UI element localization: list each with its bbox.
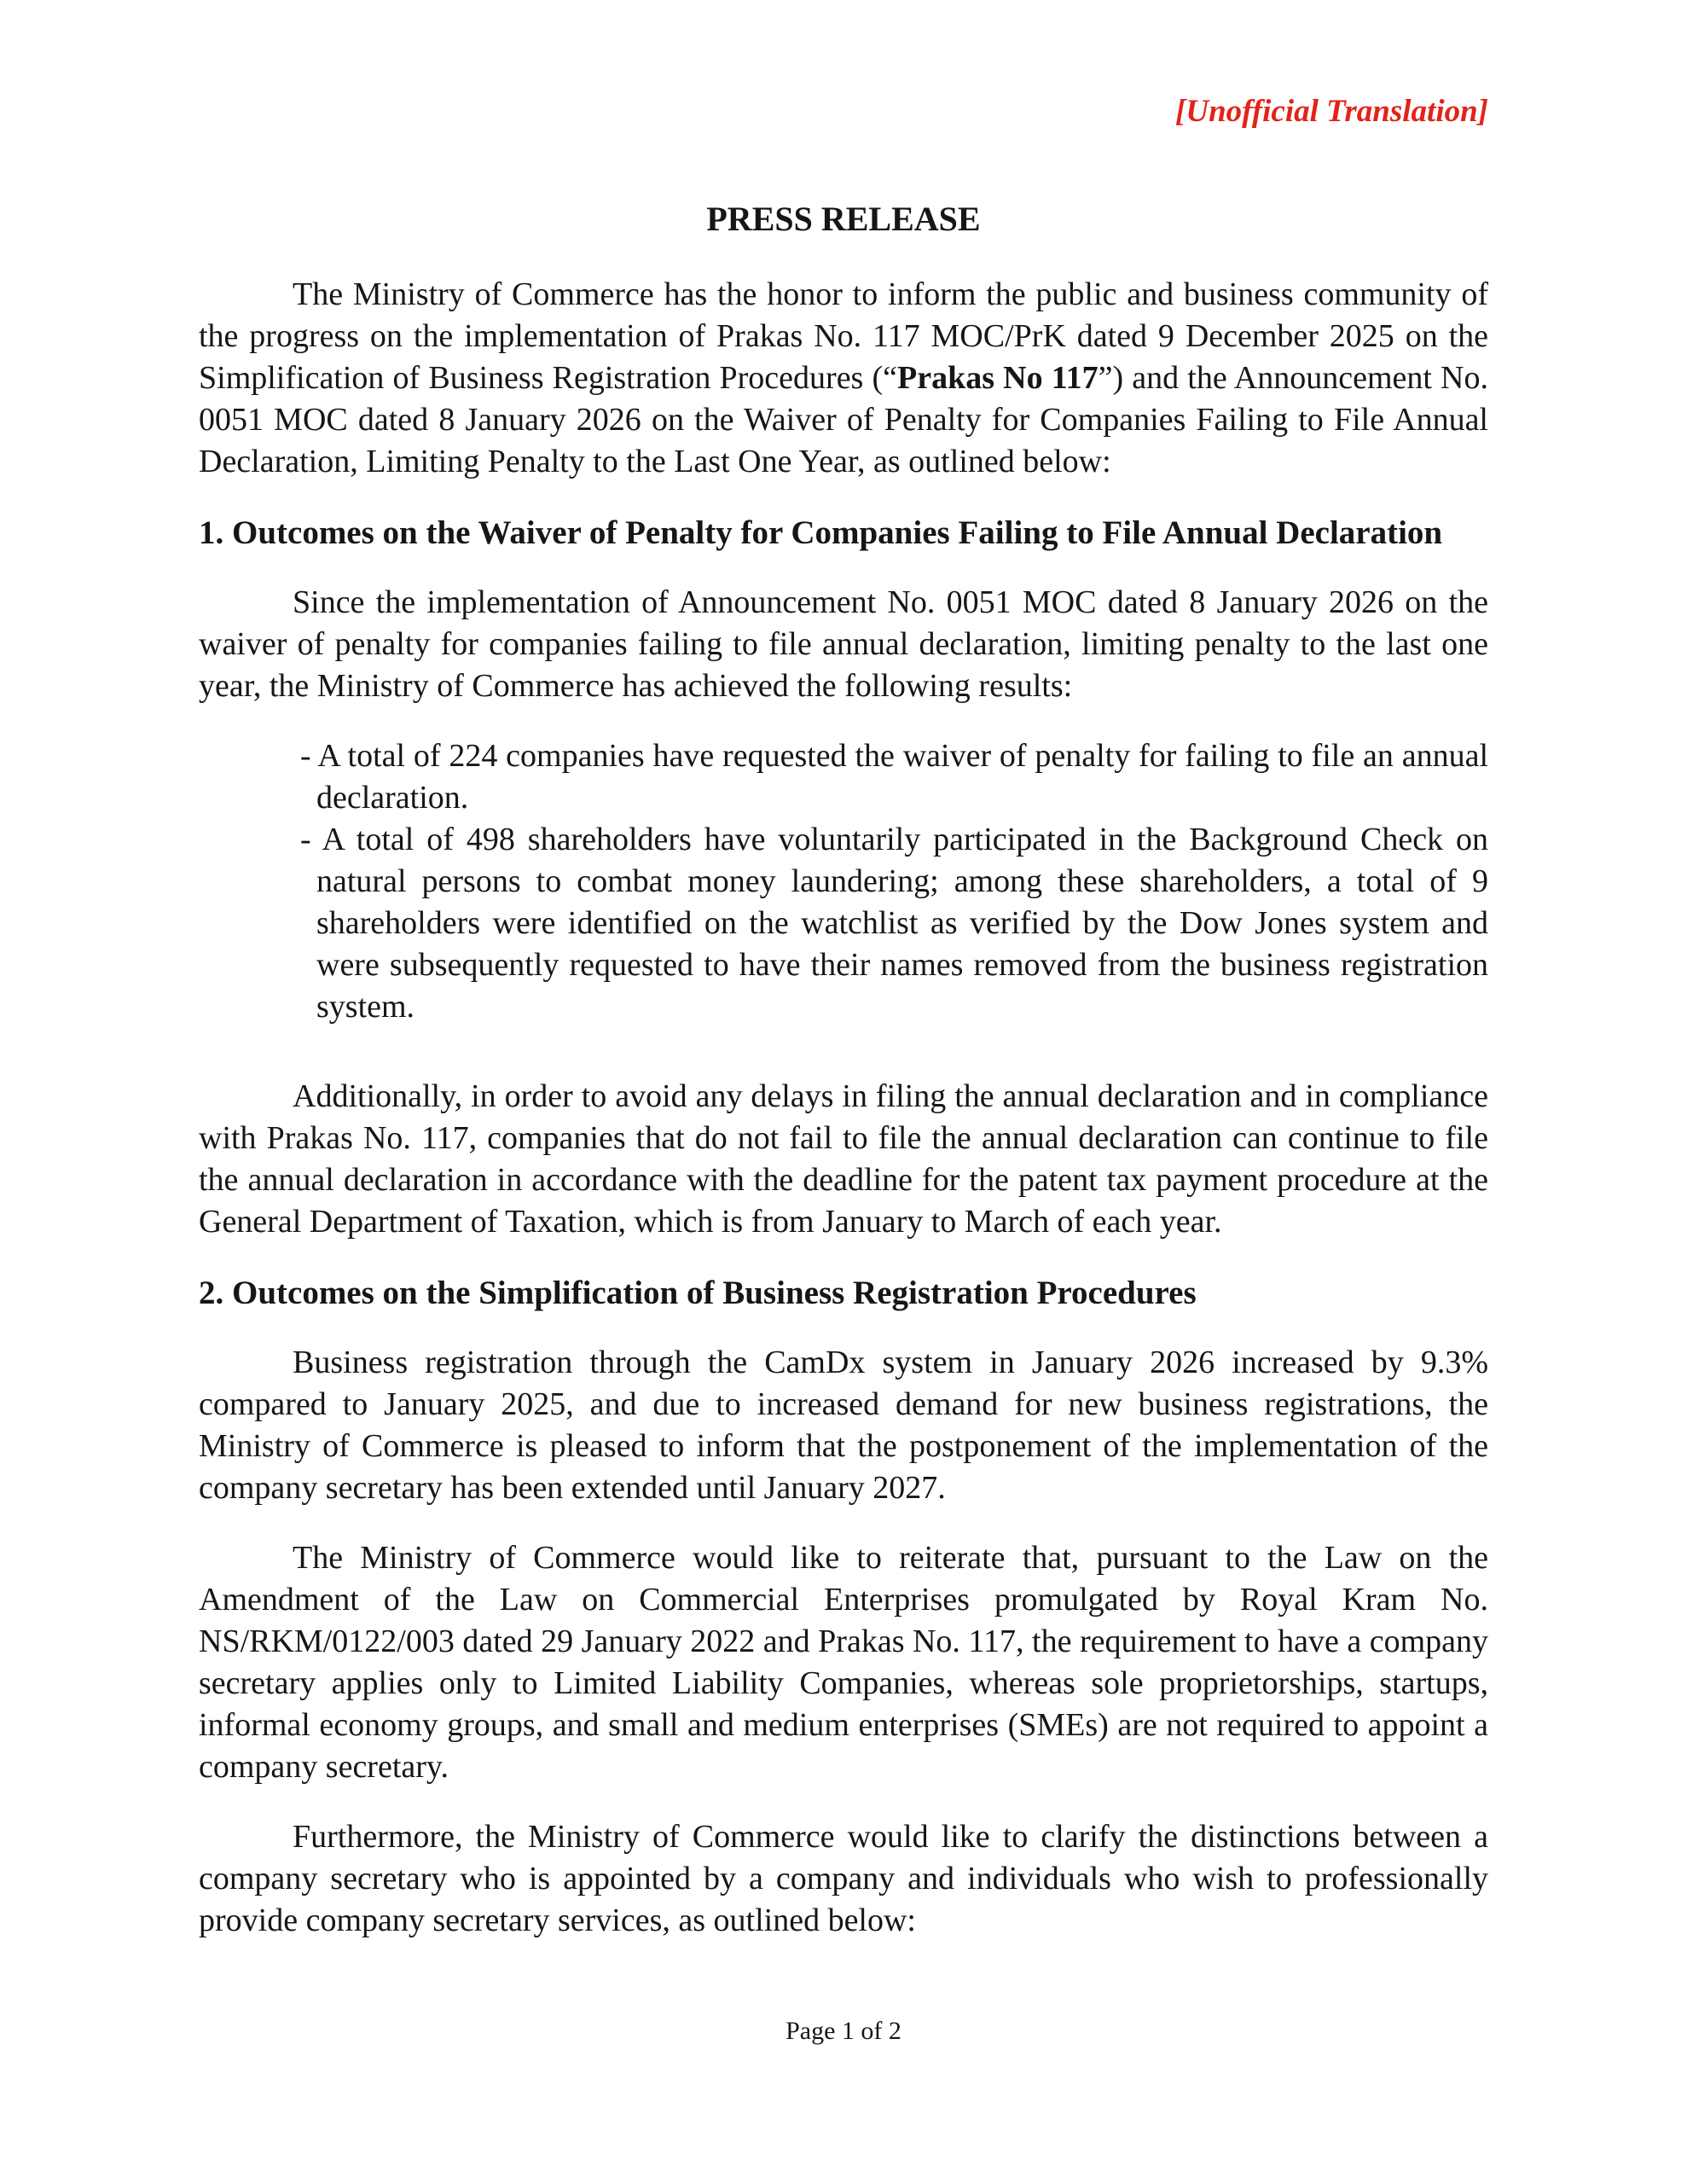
unofficial-translation-note: [Unofficial Translation] — [1175, 94, 1488, 129]
section-2-heading: 2. Outcomes on the Simplification of Business Registration Procedures — [199, 1275, 1197, 1311]
prakas-no-117-bold: Prakas No 117 — [897, 360, 1099, 396]
furthermore-paragraph: Furthermore, the Ministry of Commerce would like to clarify the distinctions between a company secretary who is appointed by a company and individuals who wish to professionally provide company secretary services, as outlined below: — [199, 1819, 1488, 1938]
results-bullet-list — [199, 735, 1488, 1028]
section-1-paragraph: Since the implementation of Announcement No. 0051 MOC dated 8 January 2026 on the waiver of penalty for companies failing to file annual declaration, limiting penalty to the last one year, the Ministry of Commerce has achieved the following results: — [199, 584, 1488, 704]
document-content — [199, 0, 1488, 1970]
page-number-footer: Page 1 of 2 — [786, 2017, 901, 2045]
bullet-shareholders-498: - A total of 498 shareholders have voluntarily participated in the Background Check on natural persons to combat money laundering; among these shareholders, a total of 9 shareholders were identified on the watchlist as verified by the Dow Jones system and were subsequently requested to have their names removed from the business registration system. — [300, 822, 1488, 1025]
section-1-heading: 1. Outcomes on the Waiver of Penalty for Companies Failing to File Annual Declaration — [199, 514, 1443, 551]
additionally-paragraph: Additionally, in order to avoid any delays in filing the annual declaration and in compliance with Prakas No. 117, companies that do not fail to file the annual declaration can continue to file the annual declaration in accordance with the deadline for the patent tax payment procedure at the General Department of Taxation, which is from January to March of each year. — [199, 1078, 1488, 1240]
intro-paragraph — [199, 274, 1488, 483]
intro-paragraph-text-before: The Ministry of Commerce has the honor to inform the public and business community of the progress on the implementation of Prakas No. 117 MOC/PrK dated 9 December 2025 on the Simplification of Business Registration Procedures (“ — [199, 276, 1488, 396]
intro-paragraph-text-after: ”) and the Announcement No. 0051 MOC dated 8 January 2026 on the Waiver of Penalty for Companies Failing to File Annual Declaration, Limiting Penalty to the Last One Year, as outlined below: — [199, 360, 1489, 479]
business-registration-paragraph: Business registration through the CamDx system in January 2026 increased by 9.3% compared to January 2025, and due to increased demand for new business registrations, the Ministry of Commerce is pleased to inform that the postponement of the implementation of the company secretary has been extended until January 2027. — [199, 1345, 1488, 1506]
company-secretary-law-paragraph: The Ministry of Commerce would like to reiterate that, pursuant to the Law on the Amendment of the Law on Commercial Enterprises promulgated by Royal Kram No. NS/RKM/0122/003 dated 29 January 2022 and Prakas No. 117, the requirement to have a company secretary applies only to Limited Liability Companies, whereas sole proprietorships, startups, informal economy groups, and small and medium enterprises (SMEs) are not required to appoint a company secretary. — [199, 1540, 1488, 1785]
press-release-title: PRESS RELEASE — [706, 200, 981, 238]
bullet-companies-224: - A total of 224 companies have requested the waiver of penalty for failing to file an annual declaration. — [300, 738, 1488, 816]
